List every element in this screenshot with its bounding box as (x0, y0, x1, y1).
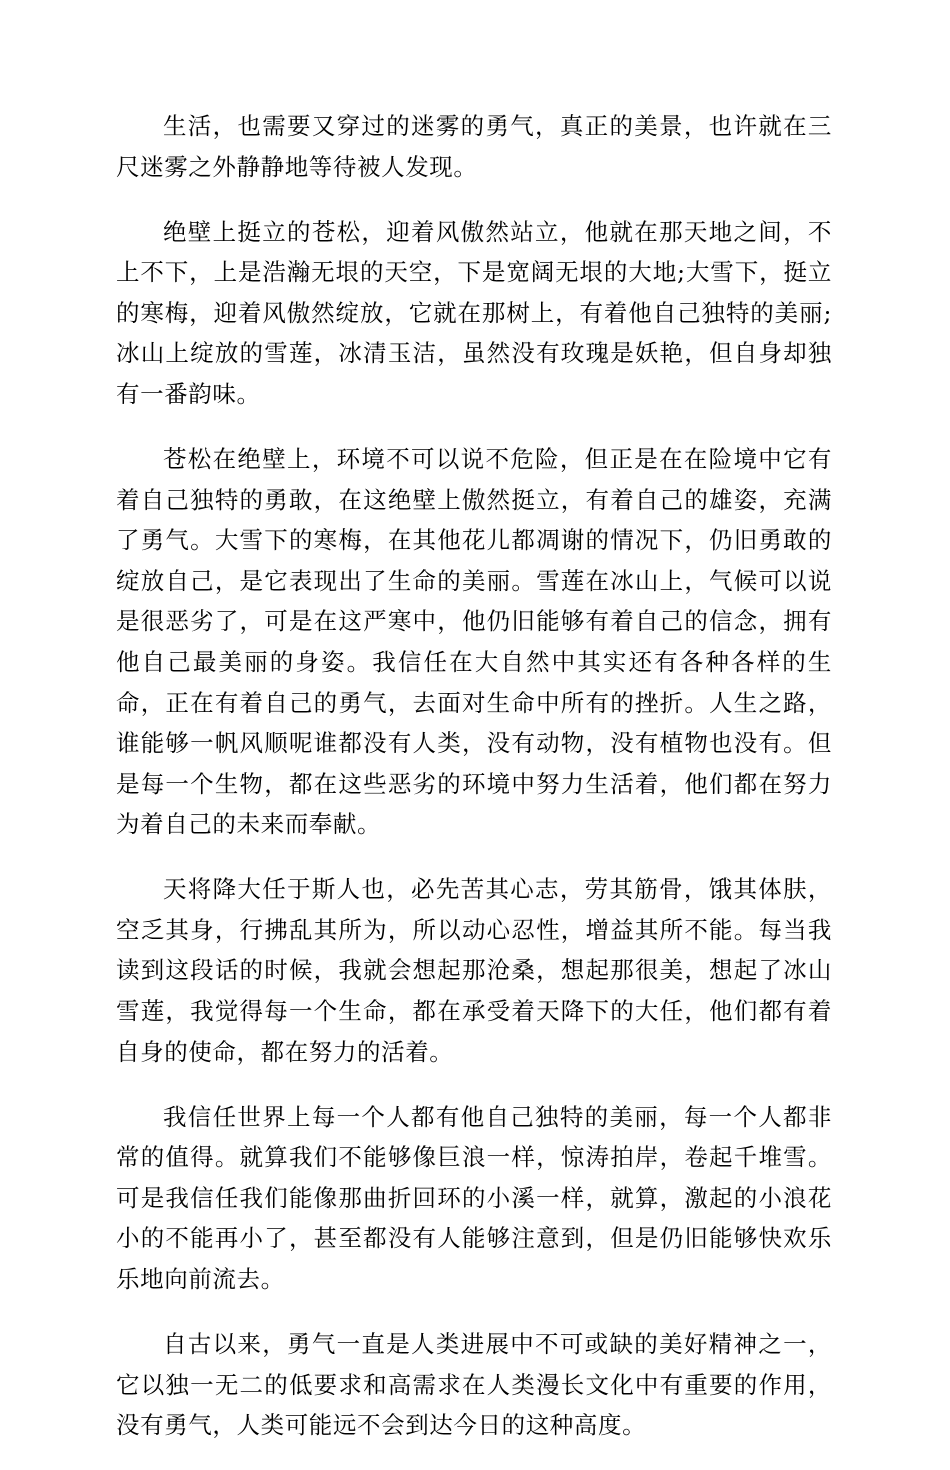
paragraph: 天将降大任于斯人也，必先苦其心志，劳其筋骨，饿其体肤，空乏其身，行拂乱其所为，所以动心忍性，增益其所不能。每当我读到这段话的时候，我就会想起那沧桑，想起那很美，想起了冰山雪莲，我觉得每一个生命，都在承受着天降下的大任，他们都有着自身的使命，都在努力的活着。 (116, 875, 832, 1066)
paragraph: 苍松在绝壁上，环境不可以说不危险，但正是在在险境中它有着自己独特的勇敢，在这绝壁上傲然挺立，有着自己的雄姿，充满了勇气。大雪下的寒梅，在其他花儿都凋谢的情况下，仍旧勇敢的绽放自己，是它表现出了生命的美丽。雪莲在冰山上，气候可以说是很恶劣了，可是在这严寒中，他仍旧能够有着自己的信念，拥有他自己最美丽的身姿。我信任在大自然中其实还有各种各样的生命，正在有着自己的勇气，去面对生命中所有的挫折。人生之路，谁能够一帆风顺呢谁都没有人类，没有动物，没有植物也没有。但是每一个生物，都在这些恶劣的环境中努力生活着，他们都在努力为着自己的未来而奉献。 (116, 444, 832, 839)
paragraph: 生活，也需要又穿过的迷雾的勇气，真正的美景，也许就在三尺迷雾之外静静地等待被人发现。 (116, 112, 832, 181)
paragraph: 我信任世界上每一个人都有他自己独特的美丽，每一个人都非常的值得。就算我们不能够像巨浪一样，惊涛拍岸，卷起千堆雪。可是我信任我们能像那曲折回环的小溪一样，就算，激起的小浪花小的不能再小了，甚至都没有人能够注意到，但是仍旧能够快欢乐乐地向前流去。 (116, 1102, 832, 1293)
paragraph: 绝壁上挺立的苍松，迎着风傲然站立，他就在那天地之间，不上不下，上是浩瀚无垠的天空，下是宽阔无垠的大地;大雪下，挺立的寒梅，迎着风傲然绽放，它就在那树上，有着他自己独特的美丽;冰山上绽放的雪莲，冰清玉洁，虽然没有玫瑰是妖艳，但自身却独有一番韵味。 (116, 217, 832, 408)
document-body (116, 106, 832, 1470)
paragraph: 自古以来，勇气一直是人类进展中不可或缺的美好精神之一，它以独一无二的低要求和高需求在人类漫长文化中有重要的作用，没有勇气，人类可能远不会到达今日的这种高度。 (116, 1329, 832, 1440)
